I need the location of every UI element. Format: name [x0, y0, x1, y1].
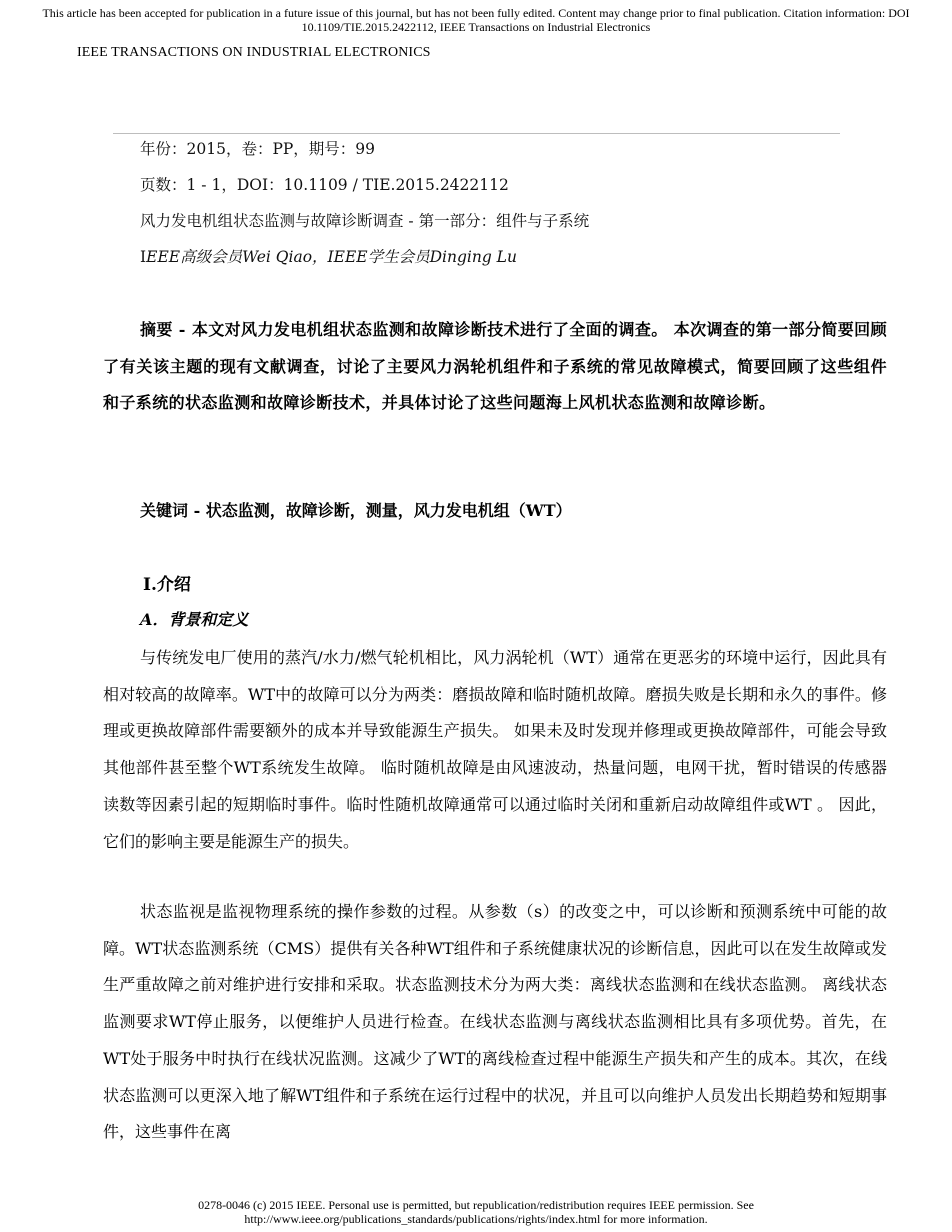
publication-notice-line1: This article has been accepted for publication in a future issue of this journal, but has not been fully edited. Content may change prior to final publication. Citation information: DOI — [42, 6, 910, 20]
publication-notice-line2: 10.1109/TIE.2015.2422112, IEEE Transactions on Industrial Electronics — [301, 20, 651, 34]
header-divider — [113, 133, 840, 134]
year-volume-issue: 年份：2015，卷：PP，期号：99 — [140, 140, 376, 158]
authors-prefix: I — [140, 248, 147, 266]
copyright-footer — [14, 1198, 938, 1226]
subsection-heading: A．背景和定义 — [140, 610, 249, 629]
keywords: 关键词 - 状态监测，故障诊断，测量，风力发电机组（WT） — [140, 501, 572, 520]
pages-doi: 页数：1 - 1，DOI：10.1109 / TIE.2015.2422112 — [140, 176, 509, 194]
paragraph-condition-monitoring: 状态监视是监视物理系统的操作参数的过程。从参数（s）的改变之中，可以诊断和预测系统中可能的故障。WT状态监测系统（CMS）提供有关各种WT组件和子系统健康状况的诊断信息，因此可以在发生故障或发生严重故障之前对维护进行安排和采取。状态监测技术分为两大类：离线状态监测和在线状态监测。 离线状态监测要求WT停止服务，以便维护人员进行检查。在线状态监测与离线状态监测相比具有多项优势。首先，在WT处于服务中时执行在线状况监测。这减少了WT的离线检查过程中能源生产损失和产生的成本。其次，在线状态监测可以更深入地了解WT组件和子系统在运行过程中的状况，并且可以向维护人员发出长期趋势和短期事件，这些事件在离 — [103, 902, 887, 1142]
journal-name: IEEE TRANSACTIONS ON INDUSTRIAL ELECTRONICS — [77, 45, 431, 60]
abstract: 摘要 - 本文对风力发电机组状态监测和故障诊断技术进行了全面的调查。 本次调查的第一部分简要回顾了有关该主题的现有文献调查，讨论了主要风力涡轮机组件和子系统的常见故障模式，简要回顾了这些组件和子系统的状态监测和故障诊断技术，并具体讨论了这些问题海上风机状态监测和故障诊断。 — [103, 320, 887, 413]
paragraph-background: 与传统发电厂使用的蒸汽/水力/燃气轮机相比，风力涡轮机（WT）通常在更恶劣的环境中运行，因此具有相对较高的故障率。WT中的故障可以分为两类：磨损故障和临时随机故障。磨损失败是长期和永久的事件。修理或更换故障部件需要额外的成本并导致能源生产损失。 如果未及时发现并修理或更换故障部件，可能会导致其他部件甚至整个WT系统发生故障。 临时随机故障是由风速波动，热量问题，电网干扰，暂时错误的传感器读数等因素引起的短期临时事件。临时性随机故障通常可以通过临时关闭和重新启动故障组件或WT 。 因此，它们的影响主要是能源生产的损失。 — [103, 648, 887, 851]
authors — [140, 246, 517, 268]
article-title: 风力发电机组状态监测与故障诊断调查 - 第一部分：组件与子系统 — [140, 212, 590, 230]
authors-rest: EEE高级会员Wei Qiao，IEEE学生会员Dinging Lu — [146, 248, 517, 266]
publication-notice — [14, 6, 938, 34]
copyright-footer-line2: http://www.ieee.org/publications_standards/publications/rights/index.html for more information. — [244, 1212, 708, 1226]
copyright-footer-line1: 0278-0046 (c) 2015 IEEE. Personal use is permitted, but republication/redistribution requires IEEE permission. See — [198, 1198, 754, 1212]
section-heading: Ⅰ.介绍 — [143, 575, 191, 595]
